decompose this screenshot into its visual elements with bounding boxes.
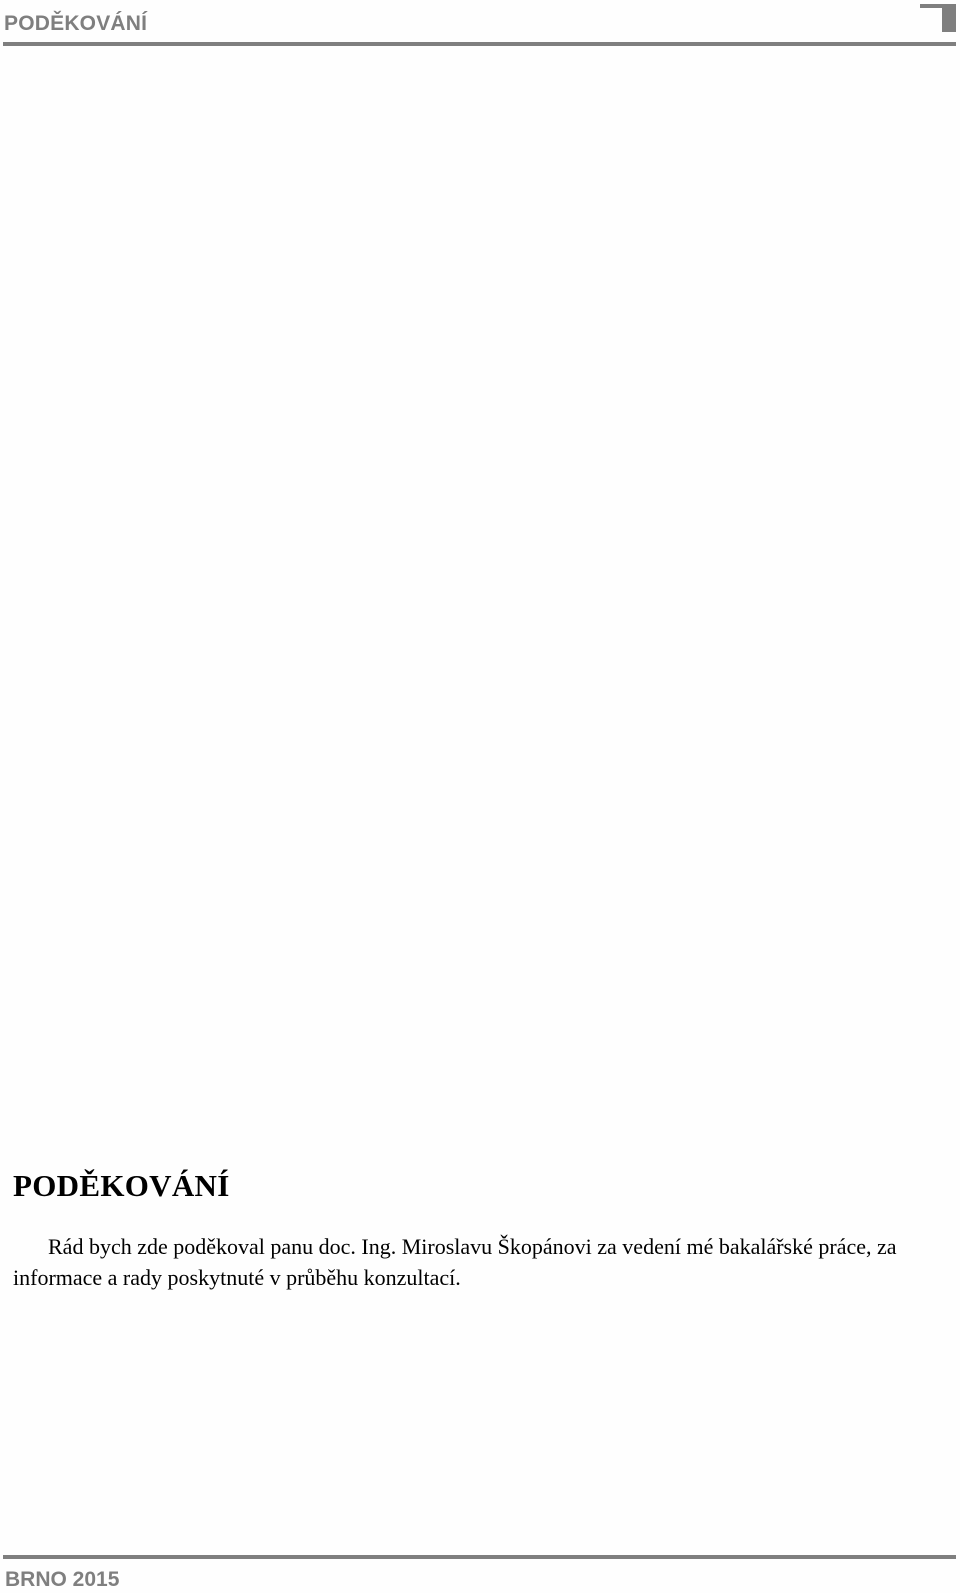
running-footer: BRNO 2015	[5, 1568, 120, 1591]
footer-rule	[3, 1555, 956, 1559]
acknowledgement-paragraph: Rád bych zde poděkoval panu doc. Ing. Miroslavu Škopánovi za vedení mé bakalářské práce, za informace a rady poskytnuté v průběhu konzultací.	[13, 1234, 897, 1290]
running-header: PODĚKOVÁNÍ	[4, 12, 148, 35]
header-rule	[3, 42, 956, 46]
page-title: PODĚKOVÁNÍ	[13, 1168, 230, 1203]
page-corner-bracket-icon	[920, 4, 956, 36]
